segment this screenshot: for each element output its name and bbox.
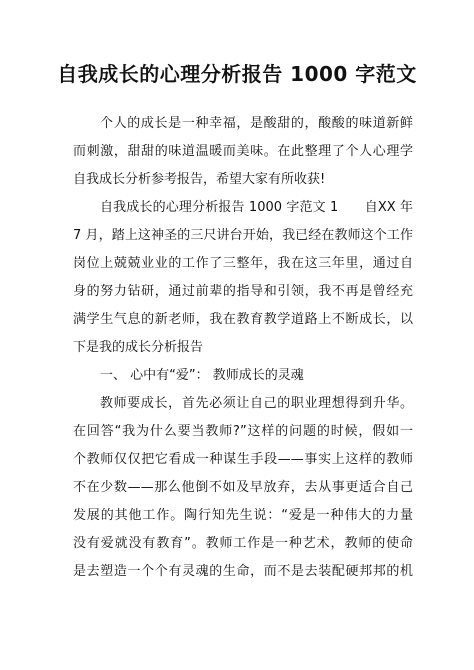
- paragraph-line: 是去塑造一个个有灵魂的生命，而不是去装配硬邦邦的机: [73, 564, 413, 579]
- document-title: 自我成长的心理分析报告 1000 字范文: [57, 62, 417, 86]
- paragraph-line: 没有爱就没有教育”。教师工作是一种艺术，教师的使命: [73, 536, 413, 551]
- paragraph-line: 身的努力钻研，通过前辈的指导和引领，我不再是曾经充: [73, 284, 413, 299]
- paragraph-line: 个人的成长是一种幸福，是酸甜的，酸酸的味道新鲜: [100, 116, 413, 131]
- paragraph-intro: [73, 110, 413, 194]
- paragraph-line: 个教师仅仅把它看成一种谋生手段——事实上这样的教师: [73, 452, 413, 467]
- paragraph-line: 自我成长的心理分析报告 1000 字范文 1 自XX 年: [100, 200, 413, 215]
- paragraph-love: [73, 390, 413, 586]
- paragraph-line: 在回答“我为什么要当教师?”这样的问题的时候，假如一: [73, 424, 413, 439]
- paragraph-line: 满学生气息的新老师，我在教育教学道路上不断成长，以: [73, 312, 413, 327]
- paragraph-line: 岗位上兢兢业业的工作了三整年，我在这三年里，通过自: [73, 256, 413, 271]
- paragraph-sample-intro: [73, 194, 413, 362]
- paragraph-line: 教师要成长，首先必须让自己的职业理想得到升华。: [100, 396, 413, 411]
- paragraph-line: 而刺激，甜甜的味道温暖而美味。在此整理了个人心理学: [73, 144, 413, 159]
- paragraph-line: 发展的其他工作。陶行知先生说：“爱是一种伟大的力量: [73, 508, 413, 523]
- paragraph-line: 不在少数——那么他倒不如及早放弃，去从事更适合自己: [73, 480, 413, 495]
- paragraph-line: 下是我的成长分析报告: [73, 340, 204, 355]
- section-heading-text: 一、 心中有“爱”： 教师成长的灵魂: [100, 368, 304, 383]
- paragraph-line: 7 月，踏上这神圣的三尺讲台开始，我已经在教师这个工作: [73, 228, 413, 243]
- paragraph-line: 自我成长分析参考报告，希望大家有所收获!: [73, 172, 326, 187]
- section-heading: [73, 362, 413, 390]
